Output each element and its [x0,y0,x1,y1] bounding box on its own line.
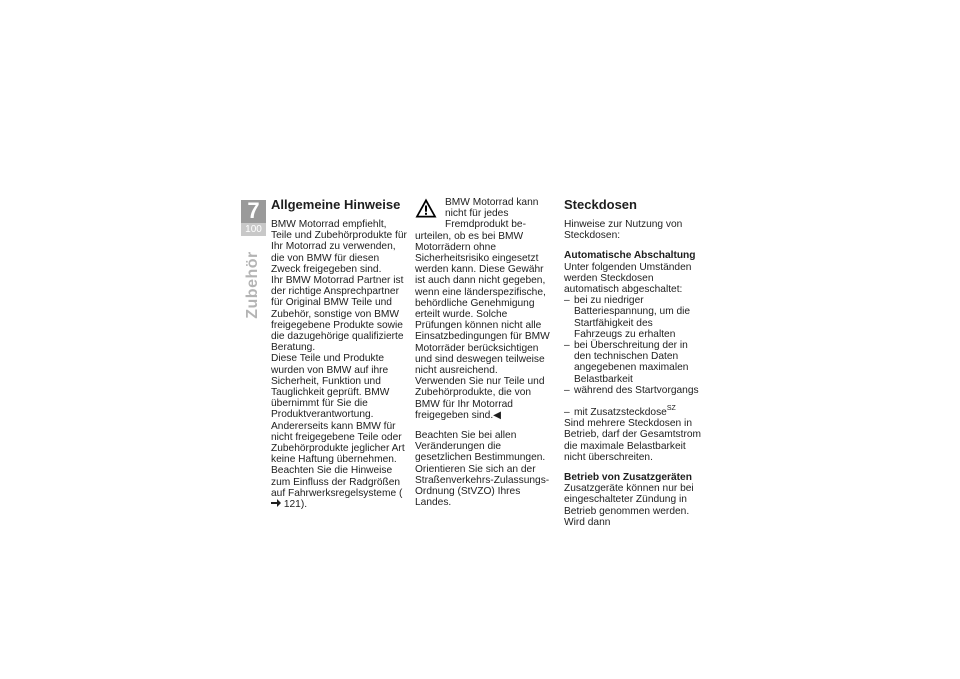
column-sockets [564,197,702,528]
page-reference: 121). [283,499,308,511]
warning-triangle-icon [415,198,437,218]
subheading-accessory-operation: Betrieb von Zusatzgeräten [564,472,692,484]
paragraph: Ihr BMW Motorrad Partner ist der richtige Ansprechpartner für Original BMW Teile und Zubehör, sonstige von BMW freigegebene Produkte sowie die dazugehörige qualifizierte Beratung. [271,275,404,354]
list-item: – während des Startvorgangs [564,385,702,396]
paragraph-regulations: Beachten Sie bei allen Veränderungen die gesetzlichen Bestimmungen. Orientieren Sie sich an der Straßenverkehrs-ZulassungsOrdnung (StVZO) Ihres Landes. [415,430,550,509]
section-heading-general: Allgemeine Hinweise [271,197,401,212]
subheading-auto-shutoff: Automatische Abschaltung [564,250,696,262]
list-item: – bei zu niedriger Batteriespannung, um die Startfähigkeit des Fahrzeugs zu erhalten [564,295,702,340]
column-warning [415,197,551,508]
end-marker: ◀ [493,409,502,421]
chapter-title: Zubehör [244,251,261,319]
paragraph: Sind mehrere Steckdosen in Betrieb, darf der Gesamtstrom die maximale Belastbarkeit nicht überschreiten. [564,418,702,463]
chapter-side-label [241,240,266,330]
column-general-notes [271,197,407,510]
paragraph: BMW Motorrad empfiehlt, Teile und Zubehörprodukte für Ihr Motorrad zu verwenden, die von BMW für diesen Zweck freigegeben sind. [271,219,407,275]
paragraph-wheel-sizes: Beachten Sie die Hinweise zum Einfluss der Radgrößen auf Fahrwerksregelsysteme ( 121). [271,465,403,511]
chapter-number: 7 [247,198,260,223]
arrow-right-icon [271,499,281,510]
paragraph: Diese Teile und Produkte wurden von BMW auf ihre Sicherheit, Funktion und Tauglichkeit geprüft. BMW übernimmt für Sie die Produktverantwortung. [271,353,390,421]
warning-text: BMW Motorrad kann nicht für jedes Fremdprodukt beurteilen, ob es bei BMW Motorrädern ohne Sicherheitsrisiko eingesetzt werden kann. Diese Gewähr ist auch dann nicht gegeben, wenn eine länderspezifische, behördliche Genehmigung erteilt wurde. Solche Prüfungen können nicht alle Einsatzbedingungen für BMW Motorräder berücksichtigen und sind deswegen teilweise nicht ausreichend. Verwenden Sie nur Teile und Zubehörprodukte, die von BMW für Ihr Motorrad freigegeben sind. [415,197,550,421]
paragraph: Unter folgenden Umständen werden Steckdosen automatisch abgeschaltet: [564,261,692,296]
list-item: – bei Überschreitung der in den technischen Daten angegebenen maximalen Belastbarkeit [564,340,702,385]
paragraph-text: Beachten Sie die Hinweise zum Einfluss der Radgrößen auf Fahrwerksregelsysteme [271,465,401,499]
page-number: 100 [241,223,266,236]
paragraph: Andererseits kann BMW für nicht freigegebene Teile oder Zubehörprodukte jeglicher Art keine Haftung übernehmen. [271,420,405,466]
paragraph: Zusatzgeräte können nur bei eingeschalteter Zündung in Betrieb genommen werden. Wird dann [564,483,694,528]
shutoff-conditions-list [564,295,702,418]
option-marker: SZ [666,405,676,413]
list-item [564,407,702,418]
section-heading-sockets: Steckdosen [564,197,637,212]
warning-paragraph [415,197,551,421]
chapter-marker [241,200,266,236]
list-item-text: mit Zusatzsteckdose [574,407,667,419]
paragraph-intro: Hinweise zur Nutzung von Steckdosen: [564,219,683,242]
